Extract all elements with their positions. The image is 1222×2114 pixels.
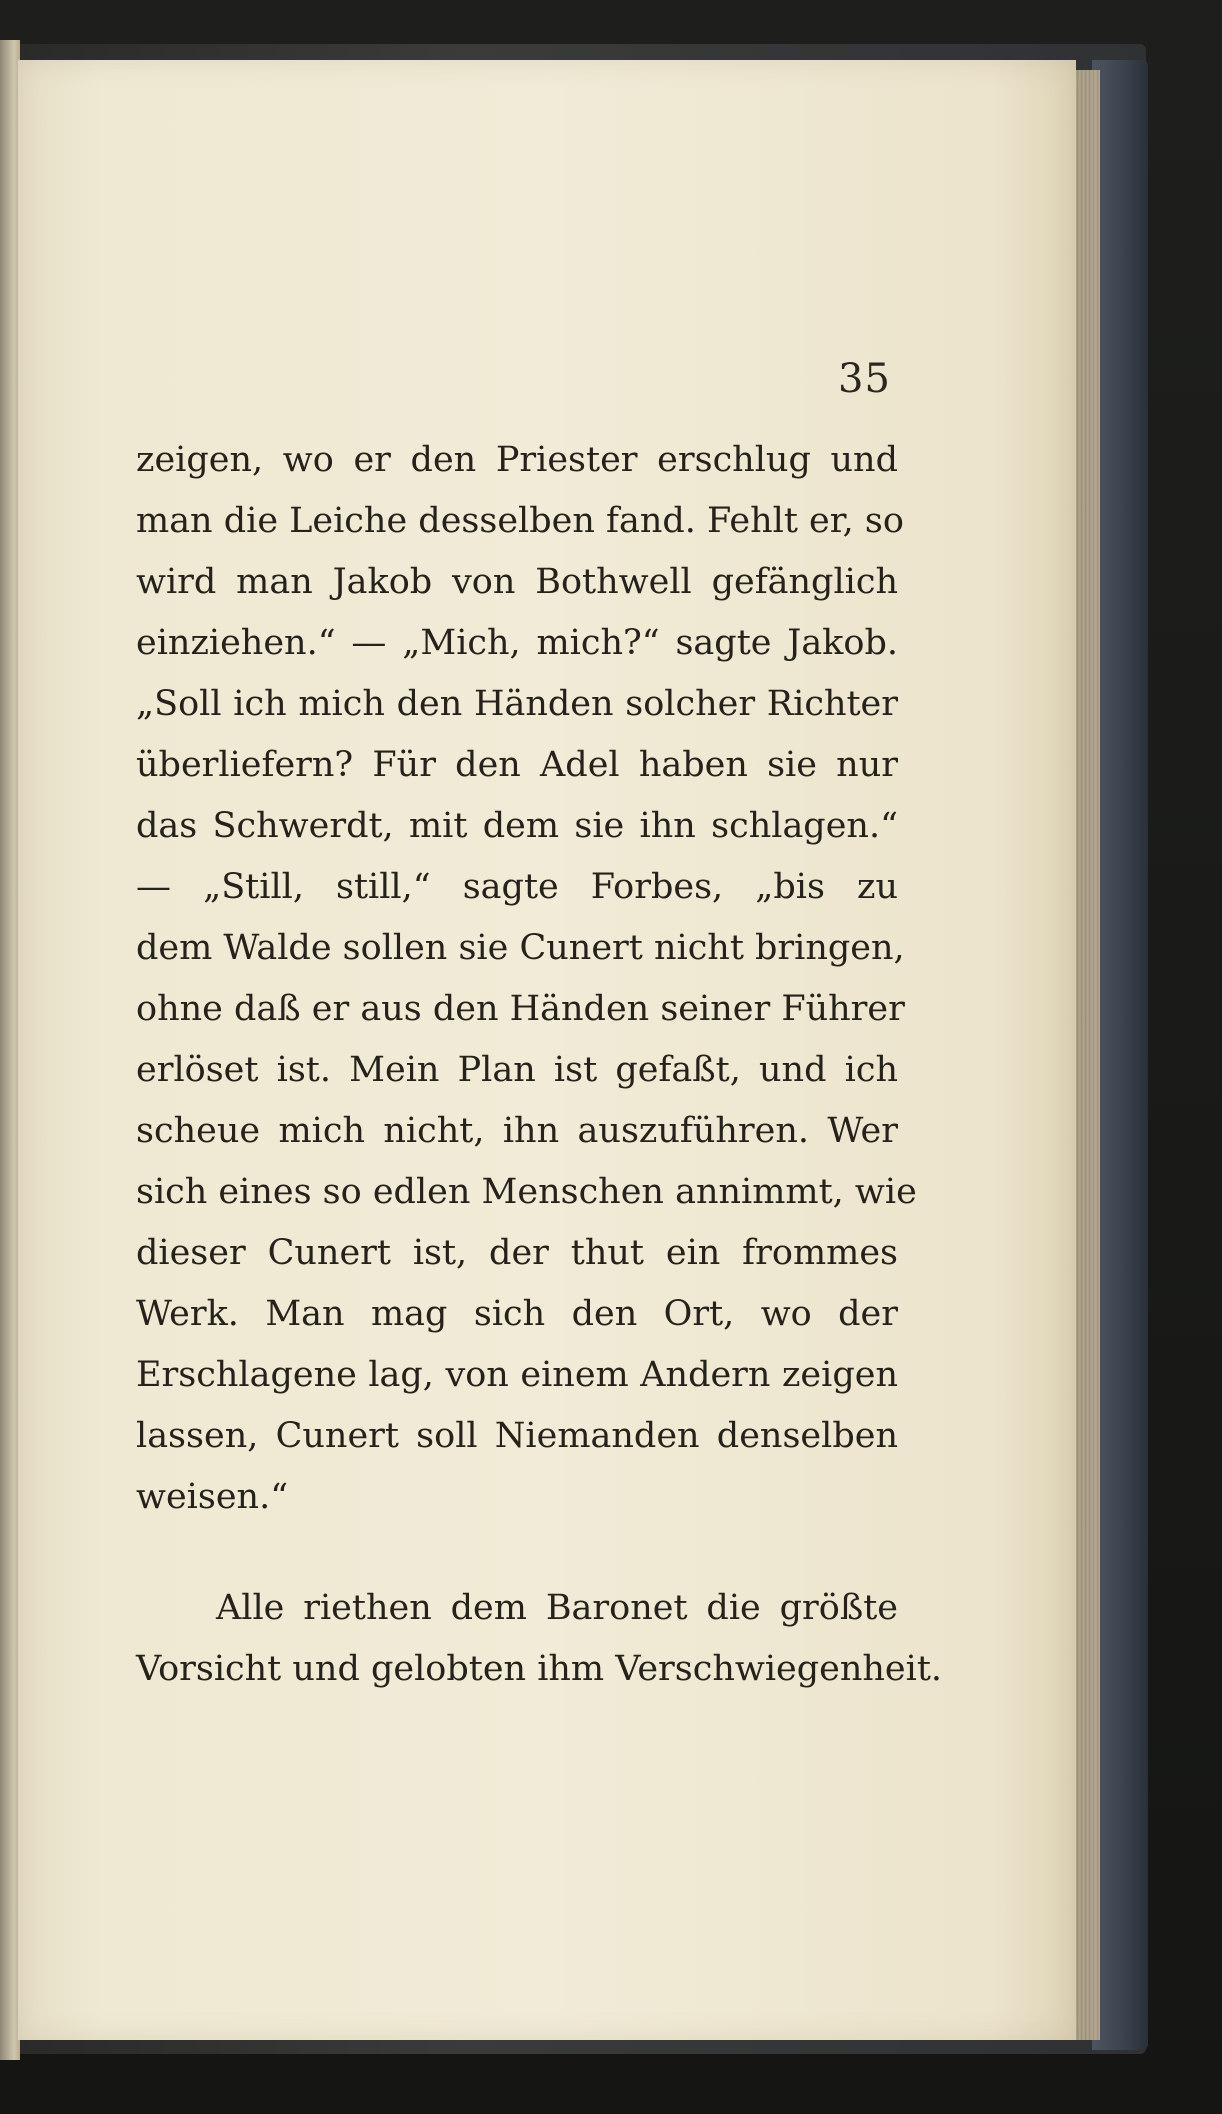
paragraph xyxy=(136,1578,943,1700)
page-number: 35 xyxy=(838,356,891,402)
book-cover-edge xyxy=(1092,60,1148,2050)
previous-page-edge xyxy=(0,40,20,2060)
text-line: einziehen.“ — „Mich, mich?“ sagte Jakob. xyxy=(136,623,898,663)
text-line: lassen, Cunert soll Niemanden denselben xyxy=(136,1416,898,1456)
body-text xyxy=(136,430,943,1700)
text-line: erlöset ist. Mein Plan ist gefaßt, und ich xyxy=(136,1050,898,1090)
text-line: scheue mich nicht, ihn auszuführen. Wer xyxy=(136,1111,898,1151)
text-line: zeigen, wo er den Priester erschlug und xyxy=(136,440,898,480)
text-line: ohne daß er aus den Händen seiner Führer xyxy=(136,989,905,1029)
text-line: „Soll ich mich den Händen solcher Richter xyxy=(136,684,898,724)
text-line: dem Walde sollen sie Cunert nicht bringen, xyxy=(136,928,905,968)
text-line: man die Leiche desselben fand. Fehlt er, so xyxy=(136,501,904,541)
text-line: Werk. Man mag sich den Ort, wo der xyxy=(136,1294,898,1334)
text-line: wird man Jakob von Bothwell gefänglich xyxy=(136,562,898,602)
text-line: überliefern? Für den Adel haben sie nur xyxy=(136,745,898,785)
text-line: sich eines so edlen Menschen annimmt, wie xyxy=(136,1172,917,1212)
text-line: Erschlagene lag, von einem Andern zeigen xyxy=(136,1355,898,1395)
text-line: das Schwerdt, mit dem sie ihn schlagen.“ xyxy=(136,806,898,846)
paragraph xyxy=(136,430,917,1528)
text-line: dieser Cunert ist, der thut ein frommes xyxy=(136,1233,898,1273)
text-line: weisen.“ xyxy=(136,1477,289,1517)
text-line: Alle riethen dem Baronet die größte xyxy=(216,1588,898,1628)
book-page xyxy=(18,60,1076,2040)
text-line: — „Still, still,“ sagte Forbes, „bis zu xyxy=(136,867,898,907)
text-line: Vorsicht und gelobten ihm Verschwiegenheit. xyxy=(136,1649,943,1689)
